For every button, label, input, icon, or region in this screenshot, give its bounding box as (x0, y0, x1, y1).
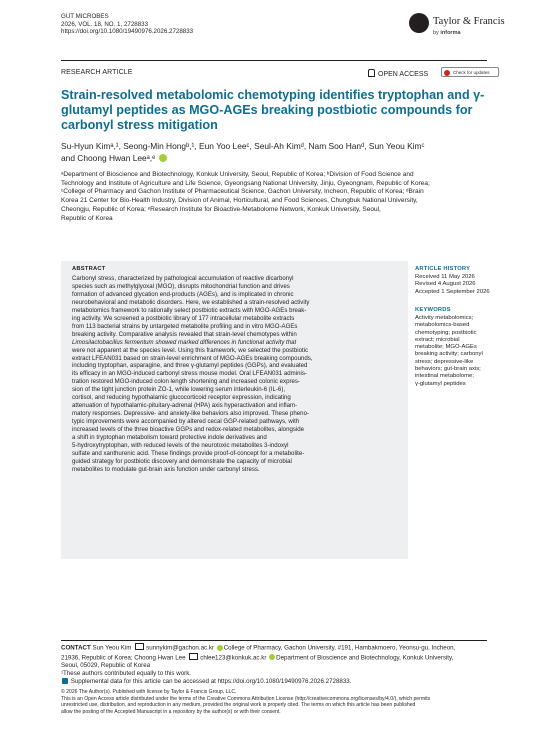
open-lock-icon (368, 69, 375, 77)
abstract-line: its efficacy in an MGO-induced carbonyl stress mouse model. Oral LFEAN031 adminis- (72, 370, 307, 378)
contact-line: Seoul, 05029, Republic of Korea (61, 662, 151, 670)
contact-block (61, 643, 501, 686)
by-brand: informa (440, 30, 461, 36)
affiliation-line: Korea 21 Center for Bio-Health Industry, Division of Animal, Horticultural, and Food Sciences, Chungbuk National University, (61, 197, 418, 205)
contact-name: Sun Yeou Kim (92, 644, 132, 652)
keywords-heading: KEYWORDS (415, 307, 451, 313)
affiliation-line: Cheongju, Republic of Korea; ᵉResearch Institute for Bioactive-Metabolome Network, Konkuk University, Seoul, (61, 205, 381, 213)
copyright-line: © 2026 The Author(s). Published with license by Taylor & Francis Group, LLC. (61, 689, 237, 695)
keyword-line: breaking activity; carbonyl (415, 351, 483, 358)
abstract-line: a shift in tryptophan metabolism toward protective indole derivatives and (72, 434, 267, 442)
abstract-line: cortisol, and reducing hypothalamic glucocorticoid receptor expression, indicating (72, 394, 291, 402)
check-updates-icon (444, 70, 450, 76)
header-rule (61, 60, 487, 61)
title-line: carbonyl stress mitigation (61, 118, 218, 133)
orcid-icon[interactable] (159, 154, 167, 162)
publisher-brand: Taylor & Francis (433, 16, 505, 27)
abstract-line: metabolites to modulate gut-brain axis function under carbonyl stress. (72, 465, 260, 473)
abstract-line: increased levels of the three bioactive GGPs and redox-related metabolites, alongside (72, 426, 305, 434)
journal-doi[interactable]: https://doi.org/10.1080/19490976.2026.2728833 (61, 28, 194, 36)
history-item: Received 11 May 2026 (415, 274, 475, 280)
check-updates-button[interactable] (441, 67, 499, 77)
keyword-line: intestinal metabolome; (415, 373, 474, 380)
abstract-line: from 113 bacterial strains by untargeted metabolite profiling and in vitro MGO-AGEs (72, 322, 298, 330)
supplemental-note (61, 678, 501, 686)
orcid-icon[interactable] (217, 645, 223, 651)
open-access-badge (368, 69, 428, 78)
contact-address: 21936, Republic of Korea; Choong Hwan Lee (61, 654, 186, 662)
keyword-line: extract; microbial (415, 336, 460, 343)
publisher-emblem-icon (409, 13, 429, 33)
contact-line (61, 653, 501, 663)
title-line: Strain-resolved metabolomic chemotyping identifies tryptophan and γ- (61, 88, 485, 102)
publisher-by (433, 30, 461, 36)
mail-icon (189, 653, 198, 660)
keyword-line: metabolomics-based (415, 322, 470, 329)
abstract-line: tration restored MGO-induced colon length shortening and increased colonic expres- (72, 378, 300, 386)
contact-address: Department of Bioscience and Biotechnology, Konkuk University, (276, 654, 454, 662)
keyword-line: chemotyping; postbiotic (415, 329, 477, 336)
affiliation-line: ᵃDepartment of Bioscience and Biotechnology, Konkuk University, Seoul, Republic of Korea; ᵇDivision of Food Science and (61, 171, 414, 178)
affiliation-line: Republic of Korea (61, 214, 113, 222)
abstract-line: guided strategy for postbiotic discovery and demonstrate the capacity of microbial (72, 457, 292, 465)
keyword-line: γ-glutamyl peptides (415, 380, 466, 387)
authors-text: and Choong Hwan Leeᵃ,ᵉ (61, 153, 156, 163)
abstract-heading: ABSTRACT (72, 266, 106, 272)
history-item: Revised 4 August 2026 (415, 281, 476, 288)
affiliation-line: ᶜCollege of Pharmacy and Gachon Institute of Pharmaceutical Science, Gachon University, Incheon, Republic of Korea; ᵈBrain (61, 188, 424, 196)
journal-header (61, 13, 193, 36)
supplemental-text[interactable]: Supplemental data for this article can be accessed at https://doi.org/10.1080/19490976.2026.2728833. (70, 678, 352, 686)
keyword-line: behaviors; gut-brain axis; (415, 366, 481, 373)
abstract-line: were not apparent at the species level. Using this framework, we selected the postbiotic (72, 346, 309, 354)
abstract-line: ing activity. We screened a postbiotic library of 177 intracellular metabolite extracts (72, 314, 295, 322)
check-updates-label: Check for updates (453, 70, 490, 75)
authors-line (61, 152, 491, 164)
abstract-line: formation of advanced glycation end-products (AGEs), and is implicated in chronic (72, 290, 294, 298)
open-access-label: OPEN ACCESS (378, 71, 429, 78)
abstract-line: typic improvements were accompanied by altered cecal GGP-related pathways, with (72, 418, 300, 426)
publisher-logo (409, 13, 509, 51)
author-note: ¹These authors contributed equally to this work. (61, 670, 192, 678)
contact-line (61, 643, 501, 653)
contact-email[interactable]: chlee123@konkuk.ac.kr (200, 654, 267, 662)
license-footer (61, 689, 501, 715)
authors-text: Su-Hyun Kimᵃ,¹, Seong-Min Hongᵇ,¹, Eun Yoo Leeᶜ, Seul-Ah Kimᵈ, Nam Soo Hanᵈ, Sun Yeou Kimᶜ (61, 141, 425, 151)
license-line: This is an Open Access article distributed under the terms of the Creative Commons Attribution License (http://creativecommons.org/licenses/by/4.0/), which permits (61, 695, 431, 702)
history-heading: ARTICLE HISTORY (415, 266, 471, 272)
abstract-line: metabolomics framework to rationally select postbiotic extracts with MGO-AGEs break- (72, 306, 307, 314)
orcid-icon[interactable] (269, 654, 275, 660)
license-line: unrestricted use, distribution, and reproduction in any medium, provided the original work is properly cited. The terms on which this article has been published (61, 702, 416, 709)
mail-icon (135, 643, 144, 650)
contact-address: College of Pharmacy, Gachon University, #191, Hambakmoero, Yeonsu-gu, Incheon, (223, 644, 456, 652)
contact-label: CONTACT (61, 644, 91, 652)
abstract-line: attenuation of hypothalamic-pituitary-adrenal (HPA) axis hyperactivation and inflam- (72, 402, 298, 410)
supplemental-icon (62, 678, 68, 684)
journal-volume: 2026, VOL. 18, NO. 1, 2728833 (61, 20, 149, 28)
abstract-line: Carbonyl stress, characterized by pathological accumulation of reactive dicarbonyl (72, 275, 294, 282)
license-line: allow the posting of the Accepted Manuscript in a repository by the author(s) or with their consent. (61, 708, 281, 715)
abstract-line: extract LFEAN031 based on strain-level enrichment of MGO-AGEs breaking compounds, (72, 354, 313, 362)
history-list (415, 274, 500, 296)
abstract-line: breaking activity. Comparative analysis revealed that strain-level chemotypes within (72, 330, 297, 338)
article-title (61, 88, 491, 134)
affiliations (61, 171, 501, 223)
keyword-line: metabolite; MGO-AGEs (415, 344, 477, 351)
abstract-line: neurobehavioral and metabolic disorders. Here, we established a strain-resolved activity (72, 298, 310, 306)
keywords-list (415, 315, 500, 388)
keyword-line: Activity metabolomics; (415, 315, 474, 321)
abstract-line: matory responses. Depressive- and anxiety-like behaviors also improved. These pheno- (72, 410, 309, 418)
author-list (61, 140, 491, 164)
journal-name: GUT MICROBES (61, 13, 109, 20)
abstract-line: sulfate and xanthurenic acid. These findings provide proof-of-concept for a metabolite- (72, 449, 305, 457)
contact-email[interactable]: sunnykim@gachon.ac.kr (146, 644, 214, 652)
abstract-body (72, 275, 398, 474)
affiliation-line: Technology and Institute of Agriculture and Life Science, Gyeongsang National University, Jinju, Gyeongnam, Republic of Korea; (61, 179, 430, 187)
by-prefix: by (433, 30, 439, 36)
article-type: RESEARCH ARTICLE (61, 69, 133, 76)
abstract-line: Limosilactobacillus fermentum showed marked differences in functional activity that (72, 338, 297, 346)
keyword-line: stress; depressive-like (415, 358, 474, 365)
abstract-line: species such as methylglyoxal (MGO), disrupts mitochondrial function and drives (72, 282, 290, 290)
authors-line (61, 140, 491, 152)
abstract-line: 5-hydroxytryptophan, with reduced levels of the neurotoxic metabolites 3-indoxyl (72, 442, 289, 450)
abstract-line: including tryptophan, asparagine, and three γ-glutamyl peptides (GGPs), and evaluated (72, 362, 308, 370)
title-line: glutamyl peptides as MGO-AGEs breaking postbiotic compounds for (61, 103, 473, 118)
history-item: Accepted 1 September 2026 (415, 288, 490, 295)
contact-rule (61, 640, 487, 641)
abstract-line: sion of the tight junction protein ZO-1, while lowering serum interleukin-6 (IL-6), (72, 386, 286, 394)
